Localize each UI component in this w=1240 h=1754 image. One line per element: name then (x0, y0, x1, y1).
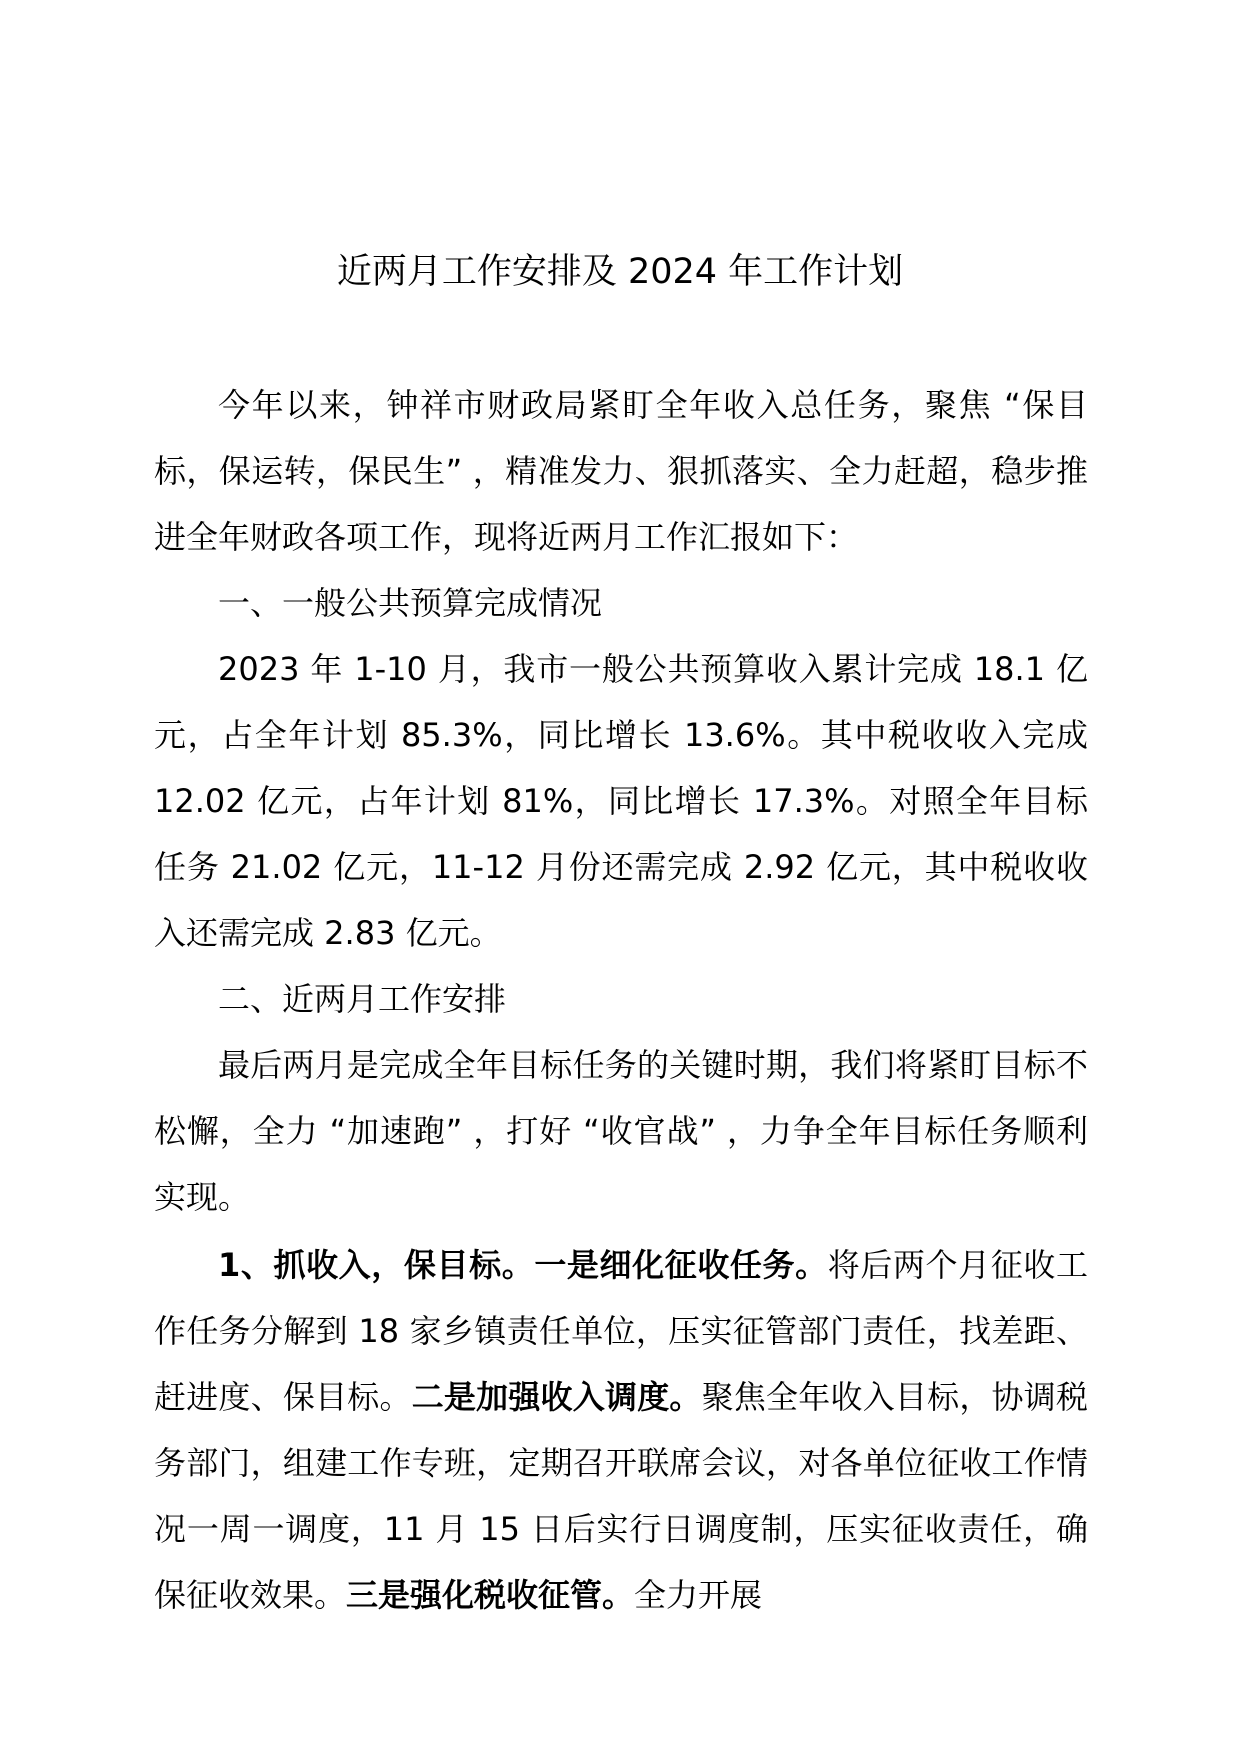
point3-text: 全力开展 (634, 1576, 763, 1614)
point1-text: 将后两个月征收工作任务分解到 18 家乡镇责任单位，压实征管部门责任，找差距、赶进度、保目标。 (154, 1246, 1088, 1416)
point2-title: 二是加强收入调度。 (411, 1378, 702, 1416)
document-title: 近两月工作安排及 2024 年工作计划 (336, 252, 904, 292)
document-body (154, 372, 1088, 1628)
point2-text: 聚焦全年收入目标，协调税务部门，组建工作专班，定期召开联席会议，对各单位征收工作情况一周一调度，11 月 15 日后实行日调度制，压实征收责任，确保征收效果。 (154, 1378, 1088, 1614)
intro-paragraph: 今年以来，钟祥市财政局紧盯全年收入总任务，聚焦 “保目标，保运转，保民生” ，精准发力、狠抓落实、全力赶超，稳步推进全年财政各项工作，现将近两月工作汇报如下： (154, 386, 1088, 556)
budget-paragraph: 2023 年 1-10 月，我市一般公共预算收入累计完成 18.1 亿元，占全年计划 85.3%，同比增长 13.6%。其中税收收入完成 12.02 亿元，占年计划 81%，同比增长 17.3%。对照全年目标任务 21.02 亿元，11-12 月份还需完成 2.92 亿元，其中税收收入还需完成 2.83 亿元。 (154, 650, 1088, 952)
revenue-heading: 1、抓收入，保目标。 (218, 1246, 535, 1284)
revenue-paragraph (154, 1232, 1088, 1628)
point1-title: 一是细化征收任务。 (534, 1246, 828, 1284)
arrangement-paragraph: 最后两月是完成全年目标任务的关键时期，我们将紧盯目标不松懈，全力 “加速跑” ，打好 “收官战” ，力争全年目标任务顺利实现。 (154, 1046, 1088, 1216)
section-heading-budget: 一、一般公共预算完成情况 (218, 584, 603, 622)
section-heading-arrangement: 二、近两月工作安排 (218, 980, 507, 1018)
point3-title: 三是强化税收征管。 (346, 1576, 635, 1614)
